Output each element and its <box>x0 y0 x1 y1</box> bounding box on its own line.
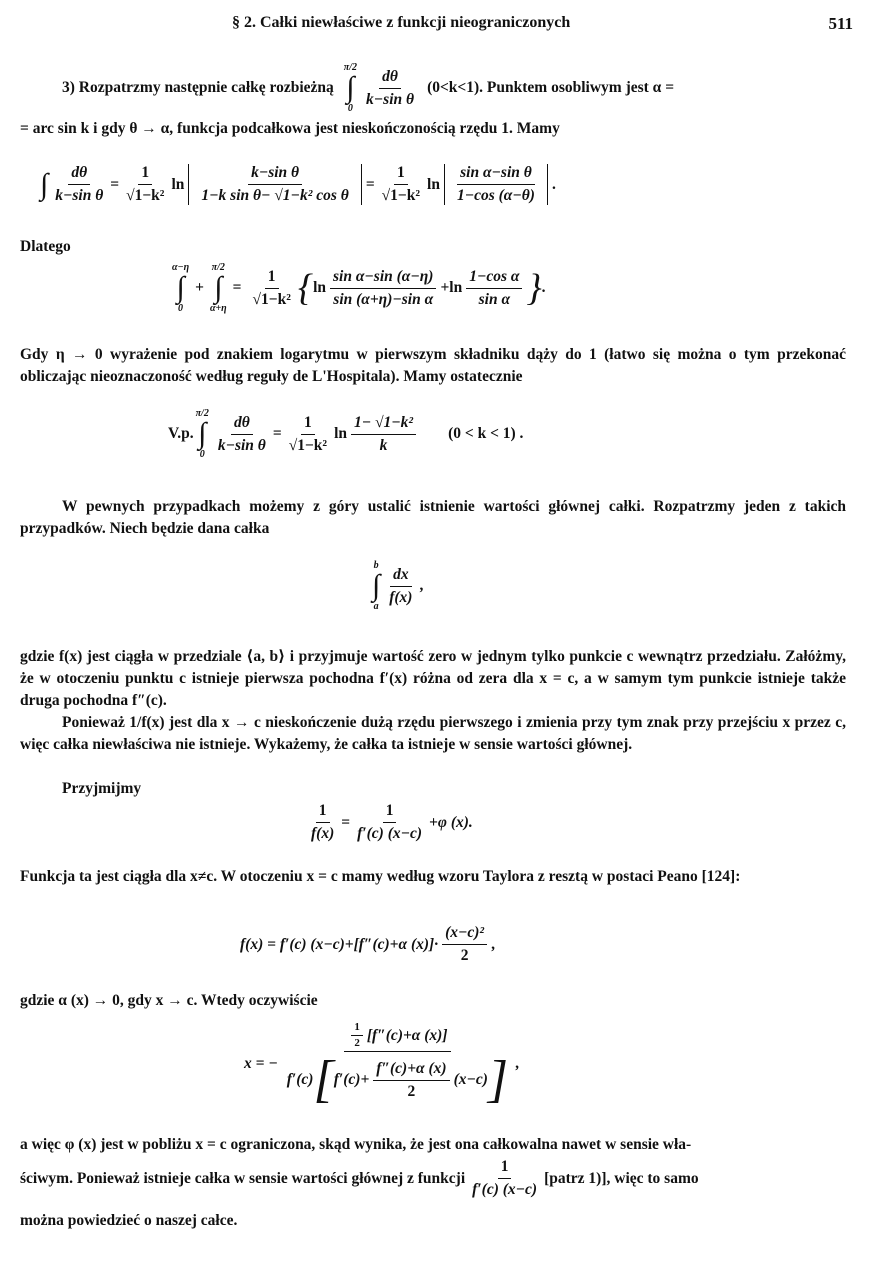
integral-sign: π/2 ∫ 0 <box>343 62 358 114</box>
section-title: § 2. Całki niewłaściwe z funkcji nieograniczonych <box>232 14 571 31</box>
paragraph-taylor: Funkcja ta jest ciągła dla x≠c. W otoczeniu x = c mamy według wzoru Taylora z resztą w postaci Peano [124]: <box>20 868 741 885</box>
paragraph-conclusion-line3: można powiedzieć o naszej całce. <box>20 1212 238 1229</box>
paragraph-3-line1: 3) Rozpatrzmy następnie całkę rozbieżną π/2 ∫ 0 $\frac{d\theta}{\text{k−sin θ}}$ (0<k<1). Punktem osobliwym jest α = <box>62 62 675 114</box>
dlatego-label: Dlatego <box>20 238 71 255</box>
paragraph-conclusion-line2: ściwym. Ponieważ istnieje całka w sensie wartości głównej z funkcji $\frac{1}{f'(c) (x-c)}$ [patrz 1)], więc to samo <box>20 1158 699 1198</box>
paragraph-principal-value-intro: W pewnych przypadkach możemy z góry ustalić istnienie wartości głównej całki. Rozpatrzmy jeden z takich przypadków. Niech będzie dana całka <box>20 498 846 537</box>
paragraph-limit: Gdy η → 0 wyrażenie pod znakiem logarytmu w pierwszym składniku dąży do 1 (łatwo się można o tym przekonać obliczając nieoznaczoność według reguły de L'Hospitala). Mamy ostatecznie <box>20 346 846 385</box>
przyjmijmy-label: Przyjmijmy <box>62 780 142 797</box>
equation-principal-value: V.p. π/2 ∫ 0 $\frac{d\theta}{\text{k−sin θ}}$ = $\frac{1}{\text{√1−k²}}$ ln $\frac{\text{1− √1−k²}}{k}$ (0 < k < 1) . <box>168 408 524 460</box>
equation-antiderivative: ∫ $\frac{d\theta}{\text{k−sin θ}}$ = $\frac{1}{\text{√1−k²}}$ ln $\frac{\text{k−sin θ}}{\text{1−k sin θ− √1−k² cos θ}}$ = $\frac{1}{\text{√1−k²}}$ ln $\frac{\text{sin α−sin θ}}{1-\cos (\alpha-\theta)}$ . <box>40 164 556 204</box>
equation-taylor: f(x) = f′(c) (x−c)+[f″(c)+α (x)]· $\frac{\text{(x−c)²}}{2}$ , <box>240 924 495 964</box>
integrand-fraction: $\frac{d\theta}{\text{k−sin θ}}$ <box>366 67 415 108</box>
paragraph-assumptions: gdzie f(x) jest ciągła w przedziale ⟨a, b⟩ i przyjmuje wartość zero w jednym tylko punkcie c wewnątrz przedziału. Załóżmy, że w otoczeniu punktu c istnieje pierwsza pochodna f′(x) różna od zera dla x = c, a w samym tym punkcie istnieje także druga pochodna f″(c). <box>20 648 846 709</box>
running-header <box>0 14 893 38</box>
equation-integral-dx-fx: b ∫ a $\frac{dx}{f(x)}$ , <box>372 560 424 612</box>
equation-phi-definition: $\frac{1}{f(x)}$ = $\frac{1}{f'(c) (x-c)}$ +φ (x). <box>311 802 473 842</box>
paragraph-3-line2: = arc sin k i gdy θ → α, funkcja podcałkowa jest nieskończonością rzędu 1. Mamy <box>20 120 560 137</box>
equation-phi-bound: x = − $\frac{1}{2}$ [f″(c)+α (x)] f′(c) [ f′(c)+ $\frac{f''(c)+\alpha (x)}{2}$ (x−c) ] , <box>244 1021 520 1108</box>
paragraph-conclusion-line1: a więc φ (x) jest w pobliżu x = c ograniczona, skąd wynika, że jest ona całkowalna nawet w sensie wła- <box>20 1136 692 1153</box>
paragraph-alpha-limit: gdzie α (x) → 0, gdy x → c. Wtedy oczywiście <box>20 992 318 1009</box>
equation-split-integral: α−η ∫ 0 + π/2 ∫ α+η = $\frac{1}{\text{√1−k²}}$ { ln $\frac{\text{sin α−sin (α−η)}}{\text{sin (α+η)−sin α}}$ +ln $\frac{\text{1−cos α}}{\text{sin α}}$ } . <box>172 262 546 314</box>
page-number: 511 <box>828 14 853 33</box>
paragraph-divergence: Ponieważ 1/f(x) jest dla x → c nieskończenie dużą rzędu pierwszego i zmienia przy tym znak przy przejściu x przez c, więc całka niewłaściwa nie istnieje. Wykażemy, że całka ta istnieje w sensie wartości głównej. <box>20 714 846 753</box>
